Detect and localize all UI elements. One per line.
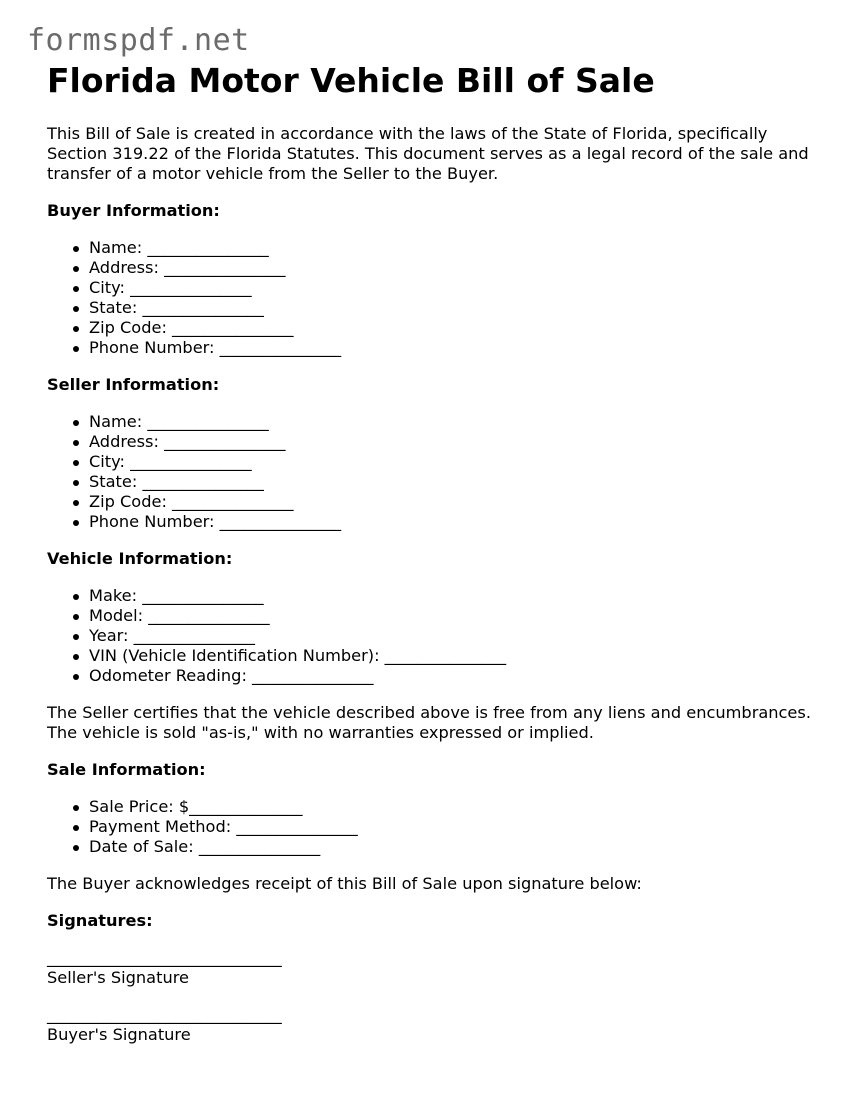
vehicle-year-item: Year: _______________ <box>47 626 827 646</box>
buyer-signature-label: Buyer's Signature <box>47 1025 191 1044</box>
buyer-list <box>47 238 827 358</box>
buyer-state-item: State: _______________ <box>47 298 827 318</box>
sale-price-item: Sale Price: $______________ <box>47 797 827 817</box>
vehicle-make-item: Make: _______________ <box>47 586 827 606</box>
document <box>47 62 827 1045</box>
seller-address-item: Address: _______________ <box>47 432 827 452</box>
seller-state-item: State: _______________ <box>47 472 827 492</box>
seller-list <box>47 412 827 532</box>
certification-paragraph: The Seller certifies that the vehicle described above is free from any liens and encumbrances. The vehicle is sold "as-is," with no warranties expressed or implied. <box>47 703 811 742</box>
vehicle-heading: Vehicle Information: <box>47 549 233 568</box>
intro-paragraph: This Bill of Sale is created in accordance with the laws of the State of Florida, specifically Section 319.22 of the Florida Statutes. This document serves as a legal record of the sale and transfer of a motor vehicle from the Seller to the Buyer. <box>47 124 809 183</box>
vehicle-vin-item: VIN (Vehicle Identification Number): _______________ <box>47 646 827 666</box>
buyer-zip-item: Zip Code: _______________ <box>47 318 827 338</box>
sale-heading: Sale Information: <box>47 760 206 779</box>
seller-name-item: Name: _______________ <box>47 412 827 432</box>
seller-signature-block <box>47 948 827 988</box>
seller-zip-item: Zip Code: _______________ <box>47 492 827 512</box>
sale-list <box>47 797 827 857</box>
buyer-city-item: City: _______________ <box>47 278 827 298</box>
sale-payment-item: Payment Method: _______________ <box>47 817 827 837</box>
buyer-signature-line: _____________________________ <box>47 1005 282 1024</box>
buyer-address-item: Address: _______________ <box>47 258 827 278</box>
seller-signature-line: _____________________________ <box>47 948 282 967</box>
seller-heading: Seller Information: <box>47 375 220 394</box>
vehicle-model-item: Model: _______________ <box>47 606 827 626</box>
seller-signature-label: Seller's Signature <box>47 968 189 987</box>
acknowledgement-paragraph: The Buyer acknowledges receipt of this Bill of Sale upon signature below: <box>47 874 642 893</box>
sale-date-item: Date of Sale: _______________ <box>47 837 827 857</box>
signatures-heading: Signatures: <box>47 911 153 930</box>
buyer-heading: Buyer Information: <box>47 201 220 220</box>
buyer-phone-item: Phone Number: _______________ <box>47 338 827 358</box>
seller-city-item: City: _______________ <box>47 452 827 472</box>
vehicle-list <box>47 586 827 686</box>
page-title: Florida Motor Vehicle Bill of Sale <box>47 61 655 100</box>
vehicle-odometer-item: Odometer Reading: _______________ <box>47 666 827 686</box>
watermark: formspdf.net <box>27 23 250 58</box>
buyer-name-item: Name: _______________ <box>47 238 827 258</box>
buyer-signature-block <box>47 1005 827 1045</box>
seller-phone-item: Phone Number: _______________ <box>47 512 827 532</box>
